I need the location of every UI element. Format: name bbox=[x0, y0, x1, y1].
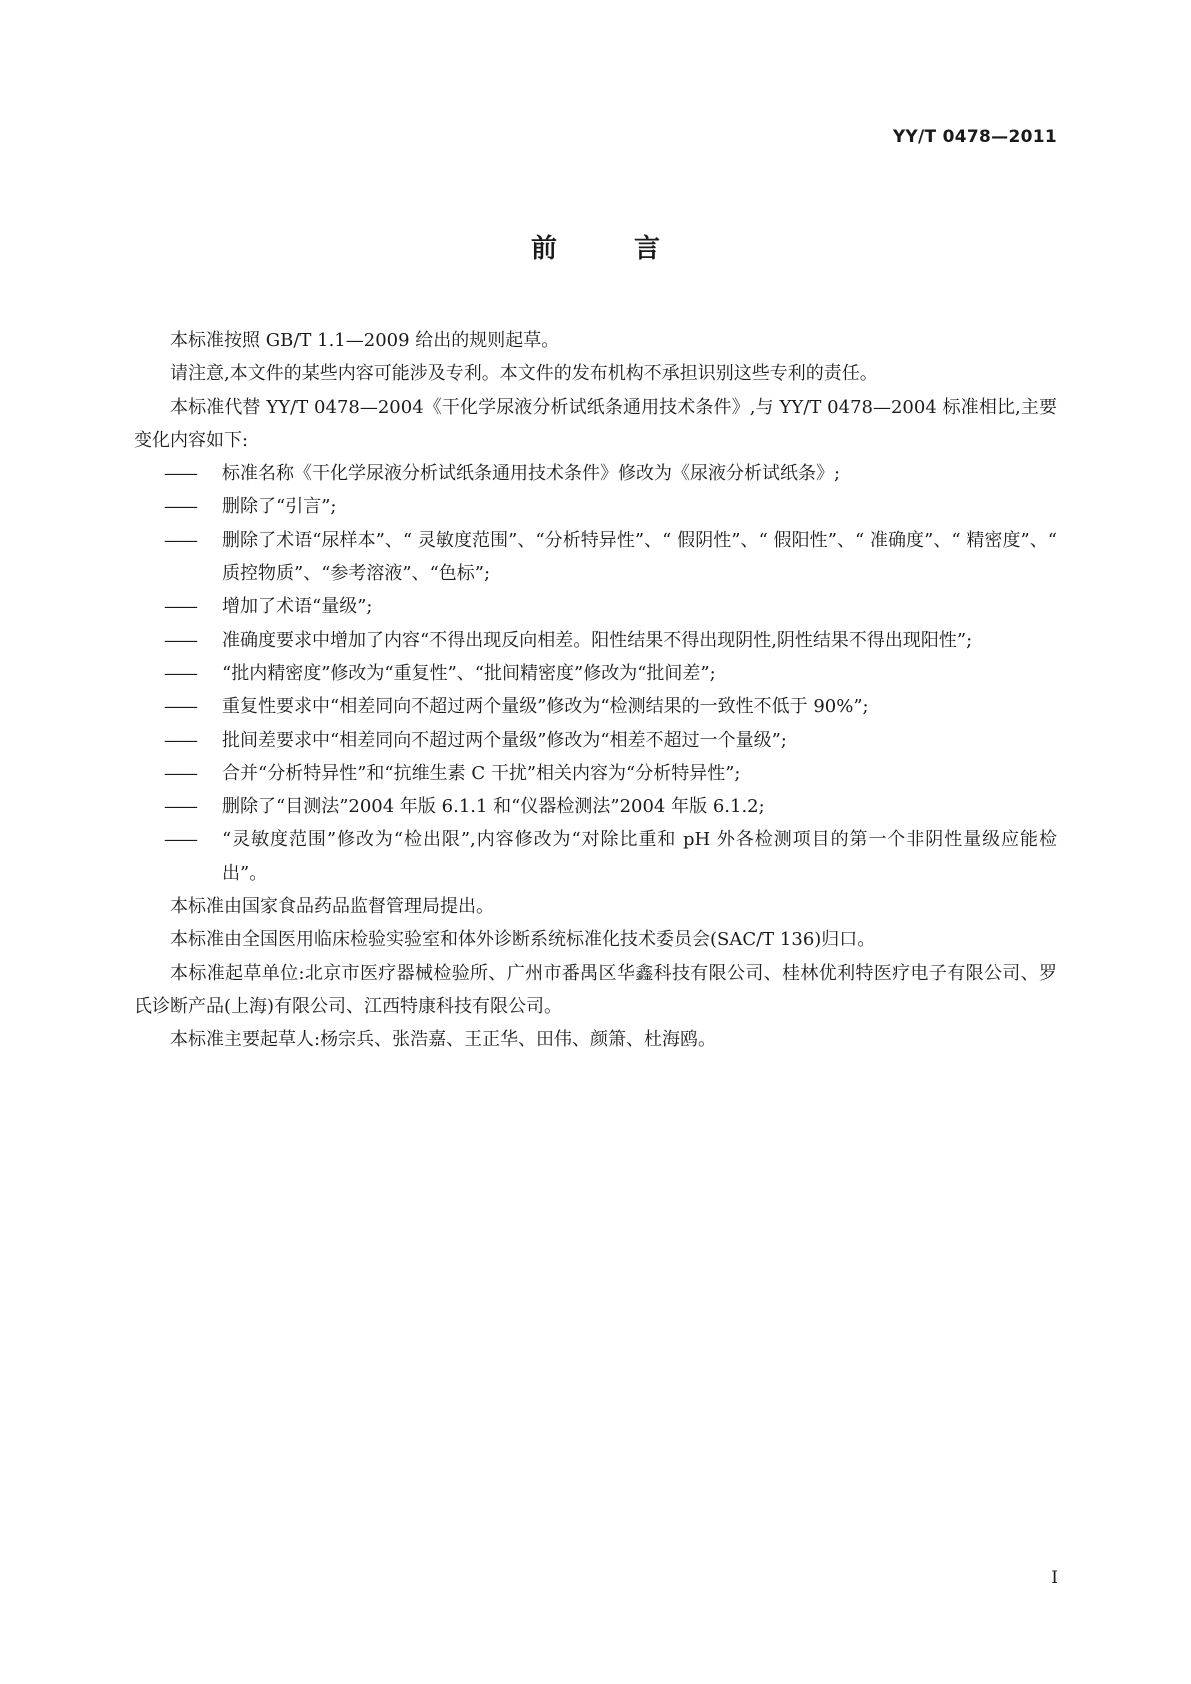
change-list-item bbox=[134, 790, 1057, 823]
page-title: 前 言 bbox=[530, 234, 695, 264]
list-dash: —— bbox=[164, 796, 196, 818]
change-text: 重复性要求中“相差同向不超过两个量级”修改为“检测结果的一致性不低于 90%”; bbox=[222, 696, 869, 718]
change-list-item bbox=[134, 590, 1057, 623]
paragraph: 本标准由国家食品药品监督管理局提出。 bbox=[170, 896, 494, 918]
change-list-item bbox=[134, 657, 1057, 690]
change-text: 合并“分析特异性”和“抗维生素 C 干扰”相关内容为“分析特异性”; bbox=[222, 762, 741, 784]
change-list-item bbox=[134, 490, 1057, 523]
paragraph: 本标准由全国医用临床检验实验室和体外诊断系统标准化技术委员会(SAC/T 136)归口。 bbox=[170, 929, 876, 951]
list-dash: —— bbox=[164, 762, 196, 784]
list-dash: —— bbox=[164, 463, 196, 485]
paragraph: 本标准主要起草人:杨宗兵、张浩嘉、王正华、田伟、颜箫、杜海鸥。 bbox=[170, 1029, 717, 1051]
document-body bbox=[134, 324, 1057, 1057]
page-number: I bbox=[1051, 1568, 1058, 1588]
list-dash: —— bbox=[164, 596, 196, 618]
paragraph: 本标准代替 YY/T 0478—2004《干化学尿液分析试纸条通用技术条件》,与 YY/T 0478—2004 标准相比,主要变化内容如下: bbox=[134, 396, 1057, 451]
change-text: 增加了术语“量级”; bbox=[222, 596, 373, 618]
paragraph: 本标准按照 GB/T 1.1—2009 给出的规则起草。 bbox=[170, 330, 560, 351]
change-text: 删除了“目测法”2004 年版 6.1.1 和“仪器检测法”2004 年版 6.1.2; bbox=[222, 796, 765, 818]
paragraph: 请注意,本文件的某些内容可能涉及专利。本文件的发布机构不承担识别这些专利的责任。 bbox=[170, 363, 878, 385]
change-text: 准确度要求中增加了内容“不得出现反向相差。阳性结果不得出现阴性,阴性结果不得出现阳性”; bbox=[222, 629, 973, 651]
list-dash: —— bbox=[164, 529, 196, 551]
change-text: “批内精密度”修改为“重复性”、“批间精密度”修改为“批间差”; bbox=[222, 662, 716, 684]
standard-code: YY/T 0478—2011 bbox=[892, 127, 1057, 147]
change-list-item bbox=[134, 457, 1057, 490]
change-text: 删除了术语“尿样本”、“ 灵敏度范围”、“分析特异性”、“ 假阴性”、“ 假阳性”、“ 准确度”、“ 精密度”、“ 质控物质”、“参考溶液”、“色标”; bbox=[222, 529, 1057, 585]
change-text: 标准名称《干化学尿液分析试纸条通用技术条件》修改为《尿液分析试纸条》; bbox=[222, 463, 841, 485]
paragraph: 本标准起草单位:北京市医疗器械检验所、广州市番禺区华鑫科技有限公司、桂林优利特医疗电子有限公司、罗氏诊断产品(上海)有限公司、江西特康科技有限公司。 bbox=[134, 962, 1057, 1017]
change-text: 删除了“引言”; bbox=[222, 496, 337, 518]
list-dash: —— bbox=[164, 729, 196, 751]
change-list-item bbox=[134, 624, 1057, 657]
list-dash: —— bbox=[164, 829, 196, 851]
list-dash: —— bbox=[164, 696, 196, 718]
change-list-item bbox=[134, 823, 1057, 890]
change-list-item bbox=[134, 690, 1057, 723]
list-dash: —— bbox=[164, 629, 196, 651]
change-list-item bbox=[134, 757, 1057, 790]
change-list-item bbox=[134, 524, 1057, 591]
list-dash: —— bbox=[164, 496, 196, 518]
change-list-item bbox=[134, 724, 1057, 757]
list-dash: —— bbox=[164, 662, 196, 684]
change-text: “灵敏度范围”修改为“检出限”,内容修改为“对除比重和 pH 外各检测项目的第一个非阴性量级应能检出”。 bbox=[222, 829, 1057, 884]
change-text: 批间差要求中“相差同向不超过两个量级”修改为“相差不超过一个量级”; bbox=[222, 729, 787, 751]
